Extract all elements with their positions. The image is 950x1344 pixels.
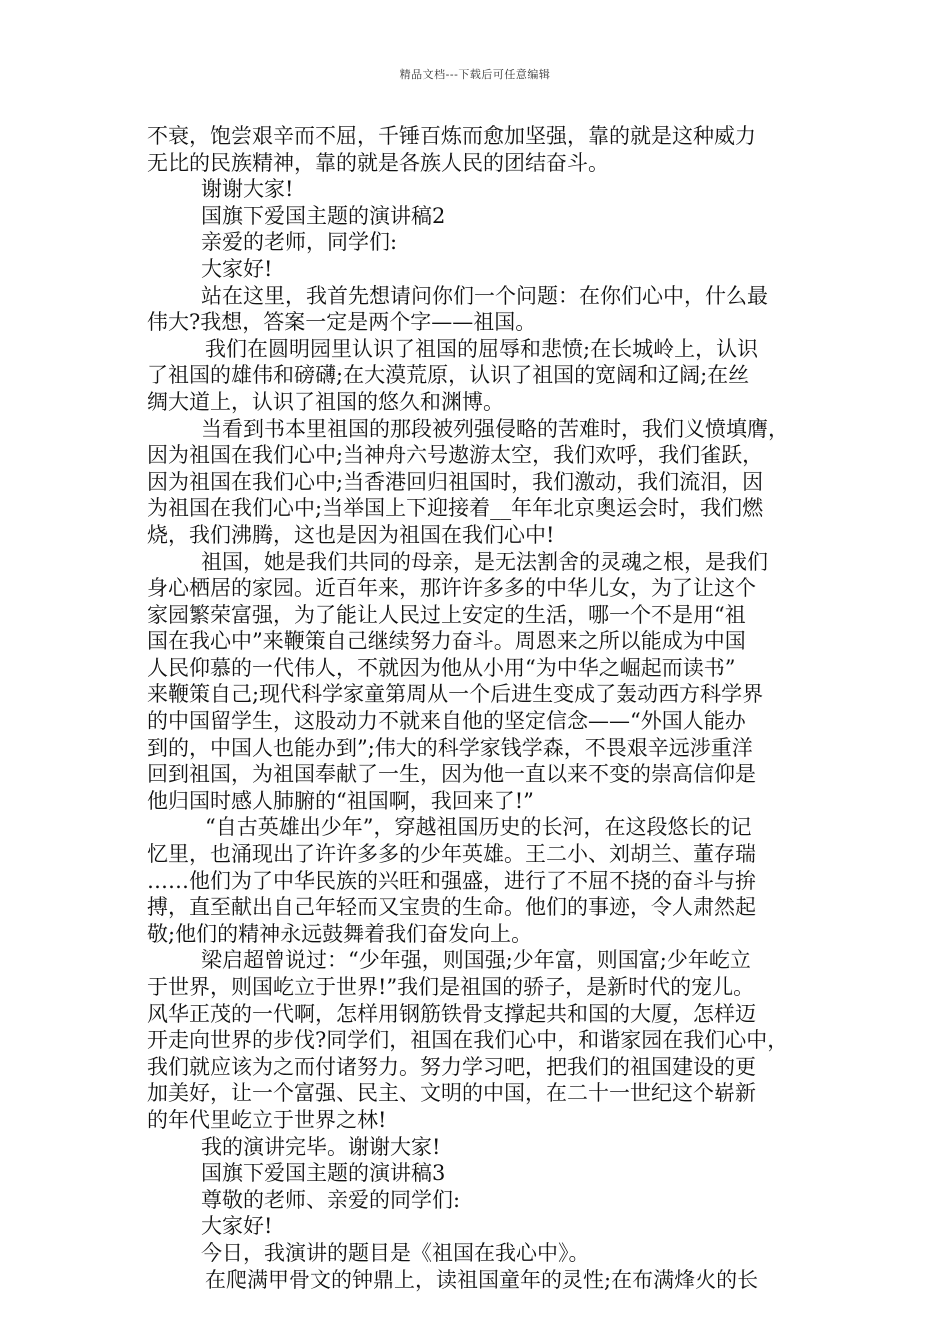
- paragraph-line: 为祖国在我们心中;当举国上下迎接着__年年北京奥运会时，我们燃: [147, 496, 764, 521]
- paragraph-line: 家园繁荣富强，为了能让人民过上安定的生活，哪一个不是用“祖: [147, 602, 746, 627]
- paragraph-line: 因为祖国在我们心中;当神舟六号遨游太空，我们欢呼，我们雀跃，: [147, 443, 764, 468]
- paragraph-line: 到的，中国人也能办到”;伟大的科学家钱学森，不畏艰辛远涉重洋: [147, 735, 753, 760]
- paragraph-line: 开走向世界的步伐?同学们，祖国在我们心中，和谐家园在我们心中，: [147, 1028, 789, 1053]
- paragraph-line: 我们在圆明园里认识了祖国的屈辱和悲愤;在长城岭上，认识: [205, 336, 759, 361]
- paragraph-line: 大家好!: [201, 256, 273, 281]
- paragraph-line: 尊敬的老师、亲爱的同学们:: [201, 1187, 461, 1212]
- paragraph-line: 搏，直至献出自己年轻而又宝贵的生命。他们的事迹，令人肃然起: [147, 895, 756, 920]
- paragraph-line: 国在我心中”来鞭策自己继续努力奋斗。周恩来之所以能成为中国: [147, 629, 746, 654]
- paragraph-line: 绸大道上，认识了祖国的悠久和渊博。: [147, 389, 504, 414]
- paragraph-line: 亲爱的老师，同学们:: [201, 230, 398, 255]
- paragraph-line: 他归国时感人肺腑的“祖国啊，我回来了!”: [147, 788, 534, 813]
- paragraph-line: 站在这里，我首先想请问你们一个问题：在你们心中，什么最: [201, 283, 768, 308]
- paragraph-line: 祖国，她是我们共同的母亲，是无法割舍的灵魂之根，是我们: [201, 549, 768, 574]
- paragraph-line: 身心栖居的家园。近百年来，那许许多多的中华儿女，为了让这个: [147, 576, 756, 601]
- paragraph-line: 国旗下爱国主题的演讲稿3: [201, 1161, 446, 1186]
- paragraph-line: 我们就应该为之而付诸努力。努力学习吧，把我们的祖国建设的更: [147, 1054, 756, 1079]
- paragraph-line: 因为祖国在我们心中;当香港回归祖国时，我们激动，我们流泪，因: [147, 469, 764, 494]
- paragraph-line: 于世界，则国屹立于世界!”我们是祖国的骄子，是新时代的宠儿。: [147, 975, 755, 999]
- page-header: 精品文档---下载后可任意编辑: [399, 68, 551, 81]
- paragraph-line: 梁启超曾说过：“少年强，则国强;少年富，则国富;少年屹立: [201, 948, 751, 973]
- paragraph-line: 大家好!: [201, 1214, 273, 1239]
- paragraph-line: 无比的民族精神，靠的就是各族人民的团结奋斗。: [147, 150, 609, 175]
- paragraph-line: 了祖国的雄伟和磅礴;在大漠荒原，认识了祖国的宽阔和辽阔;在丝: [147, 363, 750, 388]
- paragraph-line: 的中国留学生，这股动力不就来自他的坚定信念——“外国人能办: [147, 709, 746, 734]
- paragraph-line: ……他们为了中华民族的兴旺和强盛，进行了不屈不挠的奋斗与拚: [147, 868, 756, 893]
- paragraph-line: 不衰，饱尝艰辛而不屈，千锤百炼而愈加坚强，靠的就是这种威力: [147, 124, 756, 148]
- paragraph-line: “自古英雄出少年”，穿越祖国历史的长河，在这段悠长的记: [205, 815, 752, 840]
- paragraph-line: 伟大?我想，答案一定是两个字——祖国。: [147, 310, 537, 335]
- paragraph-line: 烧，我们沸腾，这也是因为祖国在我们心中!: [147, 522, 555, 547]
- document-body: [147, 123, 812, 1293]
- paragraph-line: 来鞭策自己;现代科学家童第周从一个后进生变成了轰动西方科学界: [147, 682, 764, 707]
- paragraph-line: 人民仰慕的一代伟人，不就因为他从小用“为中华之崛起而读书”: [147, 655, 736, 680]
- paragraph-line: 国旗下爱国主题的演讲稿2: [201, 203, 446, 228]
- paragraph-line: 加美好，让一个富强、民主、文明的中国，在二十一世纪这个崭新: [147, 1081, 756, 1106]
- paragraph-line: 忆里，也涌现出了许许多多的少年英雄。王二小、刘胡兰、董存瑞: [147, 842, 756, 867]
- paragraph-line: 谢谢大家!: [201, 177, 294, 202]
- paragraph-line: 敬;他们的精神永远鼓舞着我们奋发向上。: [147, 921, 533, 946]
- paragraph-line: 的年代里屹立于世界之林!: [147, 1107, 387, 1132]
- paragraph-line: 今日，我演讲的题目是《祖国在我心中》。: [201, 1240, 590, 1265]
- paragraph-line: 在爬满甲骨文的钟鼎上，读祖国童年的灵性;在布满烽火的长: [205, 1267, 759, 1292]
- paragraph-line: 我的演讲完毕。谢谢大家!: [201, 1134, 441, 1159]
- paragraph-line: 风华正茂的一代啊，怎样用钢筋铁骨支撑起共和国的大厦，怎样迈: [147, 1001, 756, 1026]
- paragraph-line: 当看到书本里祖国的那段被列强侵略的苦难时，我们义愤填膺，: [201, 416, 789, 441]
- paragraph-line: 回到祖国，为祖国奉献了一生，因为他一直以来不变的崇高信仰是: [147, 762, 756, 787]
